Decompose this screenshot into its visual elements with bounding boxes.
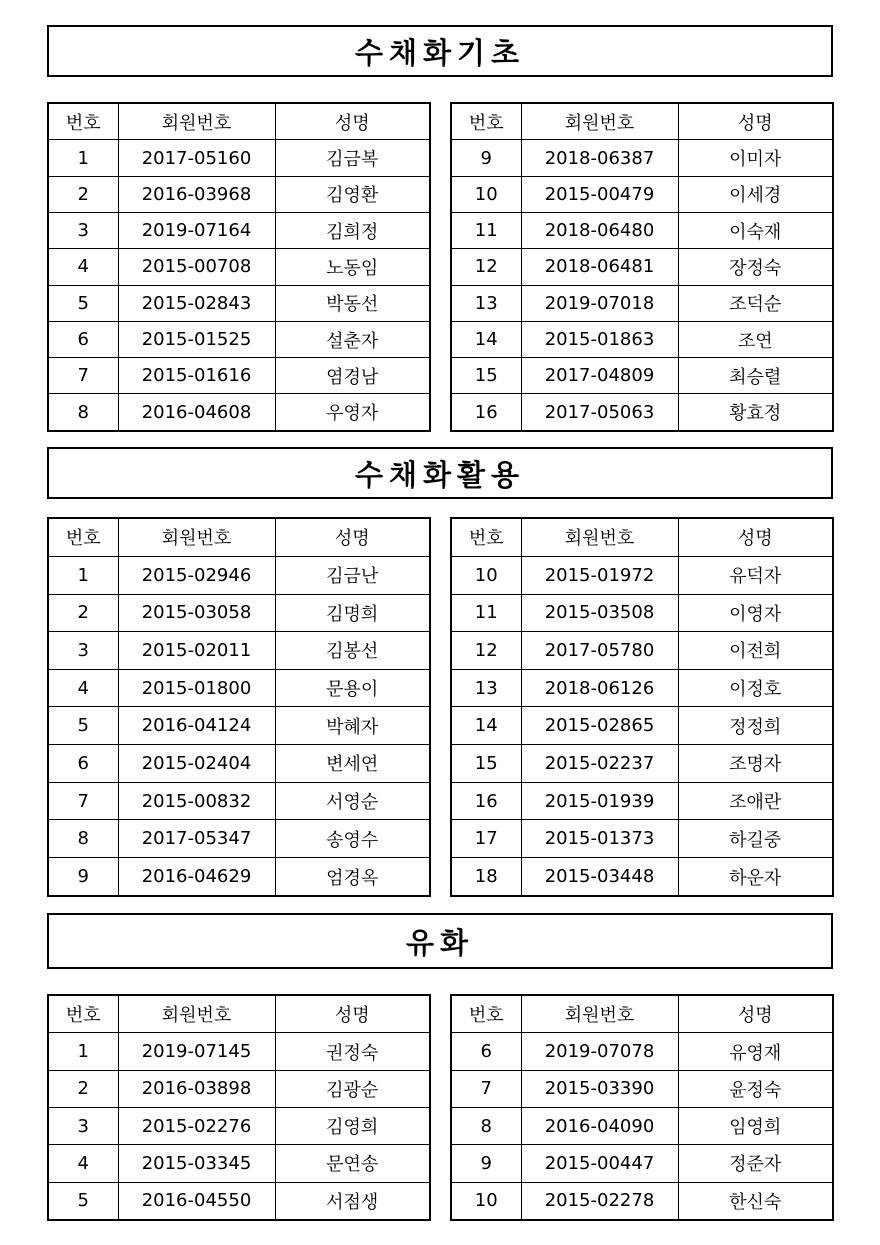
cell-member-id: 2015-01939	[521, 782, 678, 820]
table-header-row	[48, 518, 430, 556]
table-header-row	[451, 518, 833, 556]
cell-member-id: 2018-06126	[521, 669, 678, 707]
cell-member-id: 2019-07145	[118, 1033, 275, 1070]
cell-member-id: 2017-05063	[521, 394, 678, 431]
header-no: 번호	[451, 103, 521, 140]
cell-no: 10	[451, 556, 521, 594]
cell-no: 11	[451, 213, 521, 249]
roster-table-left	[47, 517, 431, 897]
cell-name: 이영자	[678, 594, 833, 632]
table-row	[451, 594, 833, 632]
table-row	[48, 745, 430, 783]
cell-member-id: 2017-05347	[118, 820, 275, 858]
cell-name: 정정희	[678, 707, 833, 745]
cell-no: 2	[48, 1070, 118, 1107]
roster-table-right	[450, 517, 834, 897]
cell-no: 7	[48, 358, 118, 394]
header-no: 번호	[451, 995, 521, 1033]
cell-name: 문연송	[275, 1145, 430, 1182]
header-name: 성명	[678, 103, 833, 140]
table-row	[48, 707, 430, 745]
cell-member-id: 2017-05160	[118, 140, 275, 176]
roster-table-right	[450, 994, 834, 1221]
cell-member-id: 2016-04124	[118, 707, 275, 745]
cell-name: 이전희	[678, 632, 833, 670]
header-member-id: 회원번호	[521, 518, 678, 556]
table-row	[451, 632, 833, 670]
cell-member-id: 2015-02865	[521, 707, 678, 745]
cell-name: 정준자	[678, 1145, 833, 1182]
cell-member-id: 2015-01863	[521, 321, 678, 357]
cell-member-id: 2015-03058	[118, 594, 275, 632]
cell-name: 유덕자	[678, 556, 833, 594]
roster-table-left	[47, 102, 431, 432]
cell-name: 김희정	[275, 213, 430, 249]
cell-name: 서점생	[275, 1182, 430, 1220]
cell-member-id: 2017-04809	[521, 358, 678, 394]
cell-name: 조덕순	[678, 285, 833, 321]
cell-member-id: 2018-06481	[521, 249, 678, 285]
cell-member-id: 2015-00708	[118, 249, 275, 285]
cell-no: 1	[48, 1033, 118, 1070]
cell-name: 최승렬	[678, 358, 833, 394]
cell-name: 노동임	[275, 249, 430, 285]
table-row	[48, 632, 430, 670]
cell-no: 12	[451, 632, 521, 670]
cell-no: 17	[451, 820, 521, 858]
cell-name: 김금난	[275, 556, 430, 594]
table-row	[451, 556, 833, 594]
cell-member-id: 2015-02946	[118, 556, 275, 594]
cell-name: 조애란	[678, 782, 833, 820]
table-row	[451, 1070, 833, 1107]
cell-no: 9	[451, 140, 521, 176]
cell-name: 변세연	[275, 745, 430, 783]
cell-no: 5	[48, 1182, 118, 1220]
table-row	[48, 321, 430, 357]
cell-member-id: 2019-07018	[521, 285, 678, 321]
cell-name: 이숙재	[678, 213, 833, 249]
cell-no: 8	[48, 820, 118, 858]
cell-member-id: 2016-03898	[118, 1070, 275, 1107]
table-header-row	[48, 103, 430, 140]
cell-name: 하길중	[678, 820, 833, 858]
cell-no: 1	[48, 140, 118, 176]
cell-member-id: 2015-01972	[521, 556, 678, 594]
header-no: 번호	[451, 518, 521, 556]
table-row	[451, 858, 833, 896]
table-row	[451, 1033, 833, 1070]
cell-name: 박동선	[275, 285, 430, 321]
table-header-row	[451, 103, 833, 140]
cell-no: 9	[48, 858, 118, 896]
cell-member-id: 2015-01616	[118, 358, 275, 394]
cell-member-id: 2015-02404	[118, 745, 275, 783]
cell-no: 9	[451, 1145, 521, 1182]
cell-member-id: 2015-01800	[118, 669, 275, 707]
table-row	[451, 249, 833, 285]
cell-name: 이미자	[678, 140, 833, 176]
cell-member-id: 2016-04608	[118, 394, 275, 431]
table-row	[48, 176, 430, 212]
table-row	[48, 1182, 430, 1220]
header-name: 성명	[275, 518, 430, 556]
cell-name: 한신숙	[678, 1182, 833, 1220]
header-name: 성명	[678, 995, 833, 1033]
header-no: 번호	[48, 995, 118, 1033]
table-header-row	[451, 995, 833, 1033]
table-row	[451, 669, 833, 707]
cell-no: 5	[48, 707, 118, 745]
cell-no: 10	[451, 176, 521, 212]
cell-name: 조연	[678, 321, 833, 357]
cell-name: 염경남	[275, 358, 430, 394]
cell-no: 7	[48, 782, 118, 820]
header-member-id: 회원번호	[118, 103, 275, 140]
cell-name: 이세경	[678, 176, 833, 212]
cell-no: 6	[48, 745, 118, 783]
cell-no: 3	[48, 1107, 118, 1144]
cell-name: 장정숙	[678, 249, 833, 285]
cell-member-id: 2015-03345	[118, 1145, 275, 1182]
cell-name: 서영순	[275, 782, 430, 820]
cell-no: 7	[451, 1070, 521, 1107]
table-row	[451, 745, 833, 783]
table-row	[451, 1107, 833, 1144]
cell-no: 13	[451, 285, 521, 321]
cell-name: 설춘자	[275, 321, 430, 357]
section-title: 수채화활용	[47, 447, 833, 499]
cell-name: 하운자	[678, 858, 833, 896]
cell-member-id: 2015-03448	[521, 858, 678, 896]
table-row	[451, 782, 833, 820]
cell-member-id: 2015-03390	[521, 1070, 678, 1107]
header-name: 성명	[275, 995, 430, 1033]
cell-name: 박혜자	[275, 707, 430, 745]
cell-member-id: 2017-05780	[521, 632, 678, 670]
table-row	[48, 556, 430, 594]
cell-name: 김광순	[275, 1070, 430, 1107]
cell-no: 16	[451, 394, 521, 431]
header-member-id: 회원번호	[118, 995, 275, 1033]
table-row	[451, 707, 833, 745]
table-row	[48, 249, 430, 285]
cell-no: 14	[451, 321, 521, 357]
header-name: 성명	[678, 518, 833, 556]
cell-name: 문용이	[275, 669, 430, 707]
roster-table-left	[47, 994, 431, 1221]
table-row	[451, 1145, 833, 1182]
cell-name: 이정호	[678, 669, 833, 707]
table-row	[48, 782, 430, 820]
cell-no: 11	[451, 594, 521, 632]
cell-member-id: 2015-01525	[118, 321, 275, 357]
table-row	[451, 176, 833, 212]
header-no: 번호	[48, 103, 118, 140]
table-row	[48, 1033, 430, 1070]
cell-no: 6	[451, 1033, 521, 1070]
cell-member-id: 2018-06387	[521, 140, 678, 176]
table-row	[48, 820, 430, 858]
cell-name: 김금복	[275, 140, 430, 176]
cell-member-id: 2015-00479	[521, 176, 678, 212]
table-row	[451, 820, 833, 858]
cell-no: 6	[48, 321, 118, 357]
cell-no: 5	[48, 285, 118, 321]
cell-no: 15	[451, 358, 521, 394]
section-title: 유화	[47, 913, 833, 969]
cell-name: 권정숙	[275, 1033, 430, 1070]
table-row	[48, 858, 430, 896]
cell-name: 황효정	[678, 394, 833, 431]
cell-no: 3	[48, 213, 118, 249]
table-row	[48, 358, 430, 394]
header-name: 성명	[275, 103, 430, 140]
table-row	[48, 669, 430, 707]
cell-member-id: 2015-00832	[118, 782, 275, 820]
table-row	[451, 1182, 833, 1220]
cell-member-id: 2018-06480	[521, 213, 678, 249]
cell-no: 15	[451, 745, 521, 783]
table-row	[451, 394, 833, 431]
table-row	[48, 594, 430, 632]
cell-no: 8	[451, 1107, 521, 1144]
cell-member-id: 2015-02276	[118, 1107, 275, 1144]
cell-no: 4	[48, 669, 118, 707]
cell-no: 4	[48, 249, 118, 285]
table-row	[48, 213, 430, 249]
cell-no: 16	[451, 782, 521, 820]
table-row	[48, 1070, 430, 1107]
cell-member-id: 2016-03968	[118, 176, 275, 212]
cell-no: 4	[48, 1145, 118, 1182]
table-row	[451, 213, 833, 249]
table-row	[48, 1145, 430, 1182]
cell-member-id: 2015-02237	[521, 745, 678, 783]
cell-name: 조명자	[678, 745, 833, 783]
cell-no: 18	[451, 858, 521, 896]
table-row	[48, 140, 430, 176]
cell-name: 윤정숙	[678, 1070, 833, 1107]
table-header-row	[48, 995, 430, 1033]
cell-name: 김영희	[275, 1107, 430, 1144]
section-title: 수채화기초	[47, 25, 833, 77]
header-member-id: 회원번호	[118, 518, 275, 556]
cell-name: 김명희	[275, 594, 430, 632]
cell-member-id: 2015-02011	[118, 632, 275, 670]
cell-name: 송영수	[275, 820, 430, 858]
cell-member-id: 2016-04550	[118, 1182, 275, 1220]
header-member-id: 회원번호	[521, 995, 678, 1033]
cell-member-id: 2019-07078	[521, 1033, 678, 1070]
cell-member-id: 2015-02278	[521, 1182, 678, 1220]
cell-member-id: 2015-00447	[521, 1145, 678, 1182]
table-row	[451, 285, 833, 321]
cell-no: 8	[48, 394, 118, 431]
cell-name: 김영환	[275, 176, 430, 212]
table-row	[48, 394, 430, 431]
cell-no: 1	[48, 556, 118, 594]
cell-member-id: 2015-01373	[521, 820, 678, 858]
cell-member-id: 2019-07164	[118, 213, 275, 249]
cell-no: 13	[451, 669, 521, 707]
cell-name: 임영희	[678, 1107, 833, 1144]
cell-name: 김봉선	[275, 632, 430, 670]
table-row	[451, 358, 833, 394]
cell-member-id: 2016-04629	[118, 858, 275, 896]
cell-no: 2	[48, 176, 118, 212]
roster-table-right	[450, 102, 834, 432]
cell-no: 14	[451, 707, 521, 745]
cell-name: 엄경옥	[275, 858, 430, 896]
table-row	[451, 321, 833, 357]
table-row	[48, 285, 430, 321]
cell-name: 유영재	[678, 1033, 833, 1070]
table-row	[451, 140, 833, 176]
cell-no: 2	[48, 594, 118, 632]
cell-no: 10	[451, 1182, 521, 1220]
cell-name: 우영자	[275, 394, 430, 431]
cell-no: 3	[48, 632, 118, 670]
cell-member-id: 2016-04090	[521, 1107, 678, 1144]
header-member-id: 회원번호	[521, 103, 678, 140]
header-no: 번호	[48, 518, 118, 556]
cell-no: 12	[451, 249, 521, 285]
cell-member-id: 2015-03508	[521, 594, 678, 632]
table-row	[48, 1107, 430, 1144]
cell-member-id: 2015-02843	[118, 285, 275, 321]
